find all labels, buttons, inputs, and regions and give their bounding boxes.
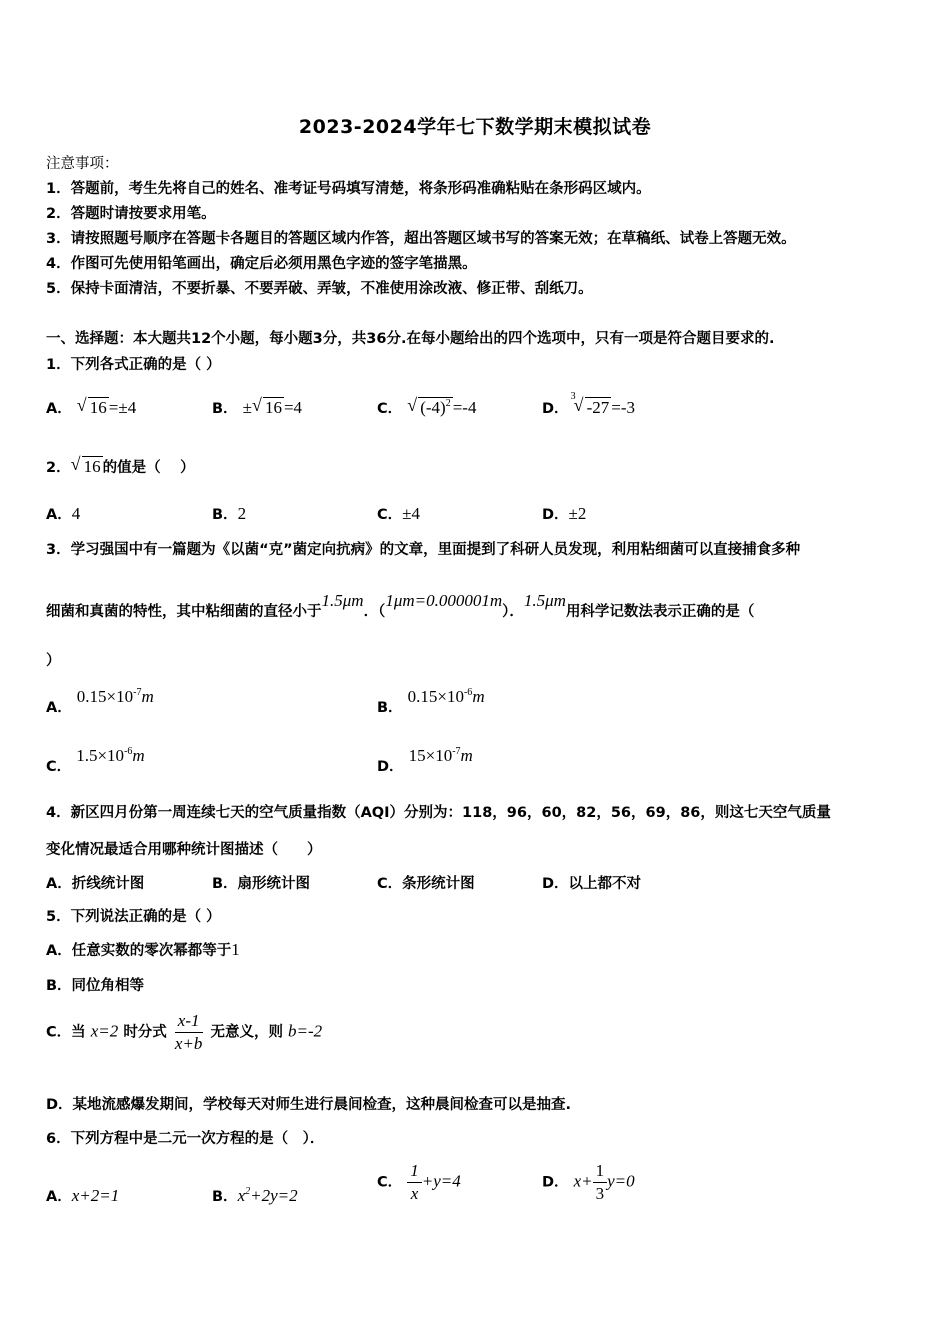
q3-stem-line1: 3．学习强国中有一篇题为《以菌“克”菌定向抗病》的文章，里面提到了科研人员发现，利用粘细菌可以直接捕食多种: [46, 542, 801, 558]
sqrt-symbol: √ 16: [70, 454, 101, 476]
q1-stem: 1．下列各式正确的是（ ）: [46, 357, 221, 373]
note-item-3: 3．请按照题号顺序在答题卡各题目的答题区域内作答，超出答题区域书写的答案无效；在草稿纸、试卷上答题无效。: [46, 231, 796, 247]
q2-option-c: C．±4: [377, 504, 420, 523]
q5-option-d: D．某地流感爆发期间，学校每天对师生进行晨间检查，这种晨间检查可以是抽查.: [46, 1097, 572, 1113]
q6-option-b: B．$x^2+2y=2$: [212, 1186, 298, 1205]
q4-option-a: A．折线统计图: [46, 876, 145, 892]
note-item-2: 2．答题时请按要求用笔。: [46, 206, 216, 222]
sqrt-symbol: √ 16: [76, 395, 107, 417]
q2-option-a: A．4: [46, 504, 81, 523]
fraction: $\frac{1}{x}$: [407, 1160, 422, 1205]
q4-option-d: D．以上都不对: [542, 876, 642, 892]
fraction: $\frac{x-1}{x+b}$: [174, 1011, 203, 1053]
q1-option-d: D． 3 √ -27 =-3: [542, 391, 636, 417]
q5-option-c: C．当 x=2 时分式 $\frac{x-1}{x+b}$ 无意义，则 b=-2: [46, 1011, 323, 1053]
q1-option-c: C． √ $(-4)^2 =-4$: [377, 395, 477, 417]
q1-option-b: B． ± √ 16 =4: [212, 395, 303, 417]
q5-option-b: B．同位角相等: [46, 978, 145, 994]
q2-stem: 2． √ 16 的值是（ ）: [46, 454, 195, 476]
q3-stem-line2: 细菌和真菌的特性，其中粘细菌的直径小于1.5μm．（1μm=0.000001m）．1.5μm用科学记数法表示正确的是（: [46, 591, 755, 620]
cube-root-symbol: 3 √ -27: [570, 391, 610, 417]
q6-option-c: C． $\frac{1}{x}$ +y=4: [377, 1161, 461, 1203]
sqrt-symbol: √ $(-4)^2$: [407, 395, 451, 417]
notes-heading: 注意事项：: [46, 156, 119, 172]
q5-option-a: A．任意实数的零次幂都等于1: [46, 940, 240, 959]
q4-option-b: B．扇形统计图: [212, 876, 311, 892]
q2-option-b: B．2: [212, 504, 247, 523]
note-item-5: 5．保持卡面清洁，不要折暴、不要弄破、弄皱，不准使用涂改液、修正带、刮纸刀。: [46, 281, 593, 297]
fraction: $\frac{1}{3}$: [593, 1160, 608, 1205]
q3-option-c: C． $1.5\times 10^{-6}m$: [46, 746, 145, 775]
sqrt-symbol: √ 16: [251, 395, 282, 417]
q4-stem-line1: 4．新区四月份第一周连续七天的空气质量指数（AQI）分别为：118，96，60，82，56，69，86，则这七天空气质量: [46, 805, 831, 821]
q6-option-a: A．x+2=1: [46, 1186, 120, 1205]
page-title: 2023-2024学年七下数学期末模拟试卷: [298, 116, 652, 138]
q1-option-a: A． √ 16 =±4: [46, 395, 137, 417]
note-item-4: 4．作图可先使用铅笔画出，确定后必须用黑色字迹的签字笔描黑。: [46, 256, 477, 272]
note-item-1: 1．答题前，考生先将自己的姓名、准考证号码填写清楚，将条形码准确粘贴在条形码区域内。: [46, 181, 651, 197]
q3-option-b: B． $0.15\times 10^{-6}m$: [377, 687, 485, 716]
q6-option-d: D． x+ $\frac{1}{3}$ y=0: [542, 1161, 635, 1203]
section-heading: 一、选择题：本大题共12个小题，每小题3分，共36分.在每小题给出的四个选项中，只有一项是符合题目要求的.: [46, 331, 775, 347]
q3-option-a: A． $0.15\times 10^{-7}m$: [46, 687, 154, 716]
q4-stem-line2: 变化情况最适合用哪种统计图描述（ ）: [46, 842, 322, 858]
q3-stem-line3: ）: [46, 653, 61, 669]
q6-stem: 6．下列方程中是二元一次方程的是（ ）．: [46, 1131, 325, 1147]
q4-option-c: C．条形统计图: [377, 876, 475, 892]
q2-option-d: D．±2: [542, 504, 587, 523]
q5-stem: 5．下列说法正确的是（ ）: [46, 909, 221, 925]
q3-option-d: D． $15\times 10^{-7}m$: [377, 746, 473, 775]
